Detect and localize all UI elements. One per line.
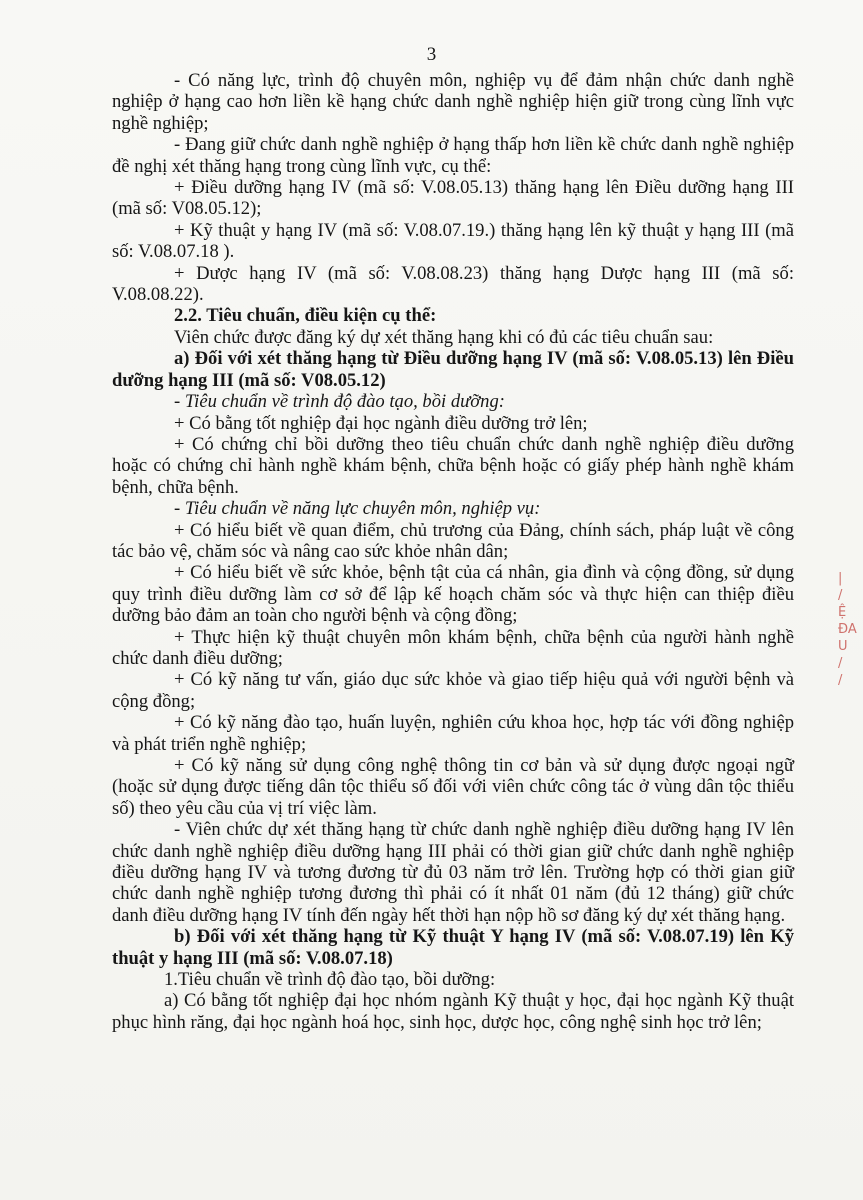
document-body [112, 70, 794, 1033]
margin-stamp-fragment [838, 570, 863, 690]
paragraph: a) Có bằng tốt nghiệp đại học nhóm ngành Kỹ thuật y học, đại học ngành Kỹ thuật phục hình răng, đại học ngành hoá học, sinh học, dược học, công nghệ sinh học trở lên; [112, 990, 794, 1033]
criteria-heading: - Tiêu chuẩn về năng lực chuyên môn, nghiệp vụ: [174, 498, 541, 520]
page-number: 3 [426, 44, 437, 65]
criteria-heading: - Tiêu chuẩn về trình độ đào tạo, bồi dưỡng: [174, 391, 505, 413]
margin-mark: U [838, 639, 848, 654]
margin-mark: / [838, 673, 843, 688]
list-item: + Thực hiện kỹ thuật chuyên môn khám bệnh, chữa bệnh của người hành nghề chức danh điều dưỡng; [112, 626, 794, 669]
list-item: + Có hiểu biết về sức khỏe, bệnh tật của cá nhân, gia đình và cộng đồng, sử dụng quy trình điều dưỡng làm cơ sở để lập kế hoạch chăm sóc và thực hiện can thiệp điều dưỡng bảo đảm an toàn cho người bệnh và cộng đồng; [112, 562, 794, 627]
list-item: + Điều dưỡng hạng IV (mã số: V.08.05.13) thăng hạng lên Điều dưỡng hạng III (mã số: V08.05.12); [112, 177, 794, 220]
paragraph: - Đang giữ chức danh nghề nghiệp ở hạng thấp hơn liền kề chức danh nghề nghiệp đề nghị xét thăng hạng trong cùng lĩnh vực, cụ thể: [112, 134, 794, 177]
list-item: + Có kỹ năng tư vấn, giáo dục sức khỏe và giao tiếp hiệu quả với người bệnh và cộng đồng; [112, 669, 794, 712]
list-item: + Có bằng tốt nghiệp đại học ngành điều dưỡng trở lên; [174, 412, 588, 434]
margin-mark: | [838, 571, 843, 586]
paragraph: - Viên chức dự xét thăng hạng từ chức danh nghề nghiệp điều dưỡng hạng IV lên chức danh nghề nghiệp điều dưỡng hạng III phải có thời gian giữ chức danh nghề nghiệp điều dưỡng hạng IV và tương đương từ đủ 03 năm trở lên. Trường hợp có thời gian giữ chức danh nghề nghiệp tương đương thì phải có ít nhất 01 năm (đủ 12 tháng) giữ chức danh điều dưỡng hạng IV tính đến ngày hết thời hạn nộp hồ sơ đăng ký dự xét thăng hạng. [112, 819, 794, 926]
paragraph: Viên chức được đăng ký dự xét thăng hạng khi có đủ các tiêu chuẩn sau: [174, 326, 714, 348]
subsection-heading: b) Đối với xét thăng hạng từ Kỹ thuật Y hạng IV (mã số: V.08.07.19) lên Kỹ thuật y hạng III (mã số: V.08.07.18) [112, 926, 794, 969]
list-item: + Có kỹ năng đào tạo, huấn luyện, nghiên cứu khoa học, hợp tác với đồng nghiệp và phát triển nghề nghiệp; [112, 712, 794, 755]
list-item: + Có chứng chỉ bồi dưỡng theo tiêu chuẩn chức danh nghề nghiệp điều dưỡng hoặc có chứng chỉ hành nghề khám bệnh, chữa bệnh hoặc có giấy phép hành nghề khám bệnh, chữa bệnh. [112, 433, 794, 498]
paragraph: - Có năng lực, trình độ chuyên môn, nghiệp vụ để đảm nhận chức danh nghề nghiệp ở hạng cao hơn liền kề hạng chức danh nghề nghiệp hiện giữ trong cùng lĩnh vực nghề nghiệp; [112, 70, 794, 134]
list-item: + Có kỹ năng sử dụng công nghệ thông tin cơ bản và sử dụng được ngoại ngữ (hoặc sử dụng được tiếng dân tộc thiểu số đối với viên chức công tác ở vùng dân tộc thiểu số) theo yêu cầu của vị trí việc làm. [112, 755, 794, 819]
paragraph: 1.Tiêu chuẩn về trình độ đào tạo, bồi dưỡng: [164, 969, 496, 991]
subsection-heading: a) Đối với xét thăng hạng từ Điều dưỡng hạng IV (mã số: V.08.05.13) lên Điều dưỡng hạng III (mã số: V08.05.12) [112, 348, 794, 391]
list-item: + Dược hạng IV (mã số: V.08.08.23) thăng hạng Dược hạng III (mã số: V.08.08.22). [112, 262, 794, 306]
margin-mark: ĐA [838, 622, 857, 637]
list-item: + Kỹ thuật y hạng IV (mã số: V.08.07.19.) thăng hạng lên kỹ thuật y hạng III (mã số: V.08.07.18 ). [112, 219, 794, 263]
margin-mark: Ệ [838, 605, 847, 620]
section-heading: 2.2. Tiêu chuẩn, điều kiện cụ thể: [174, 305, 437, 327]
margin-mark: / [838, 588, 843, 603]
list-item: + Có hiểu biết về quan điểm, chủ trương của Đảng, chính sách, pháp luật về công tác bảo vệ, chăm sóc và nâng cao sức khỏe nhân dân; [112, 519, 794, 562]
margin-mark: / [838, 656, 843, 671]
